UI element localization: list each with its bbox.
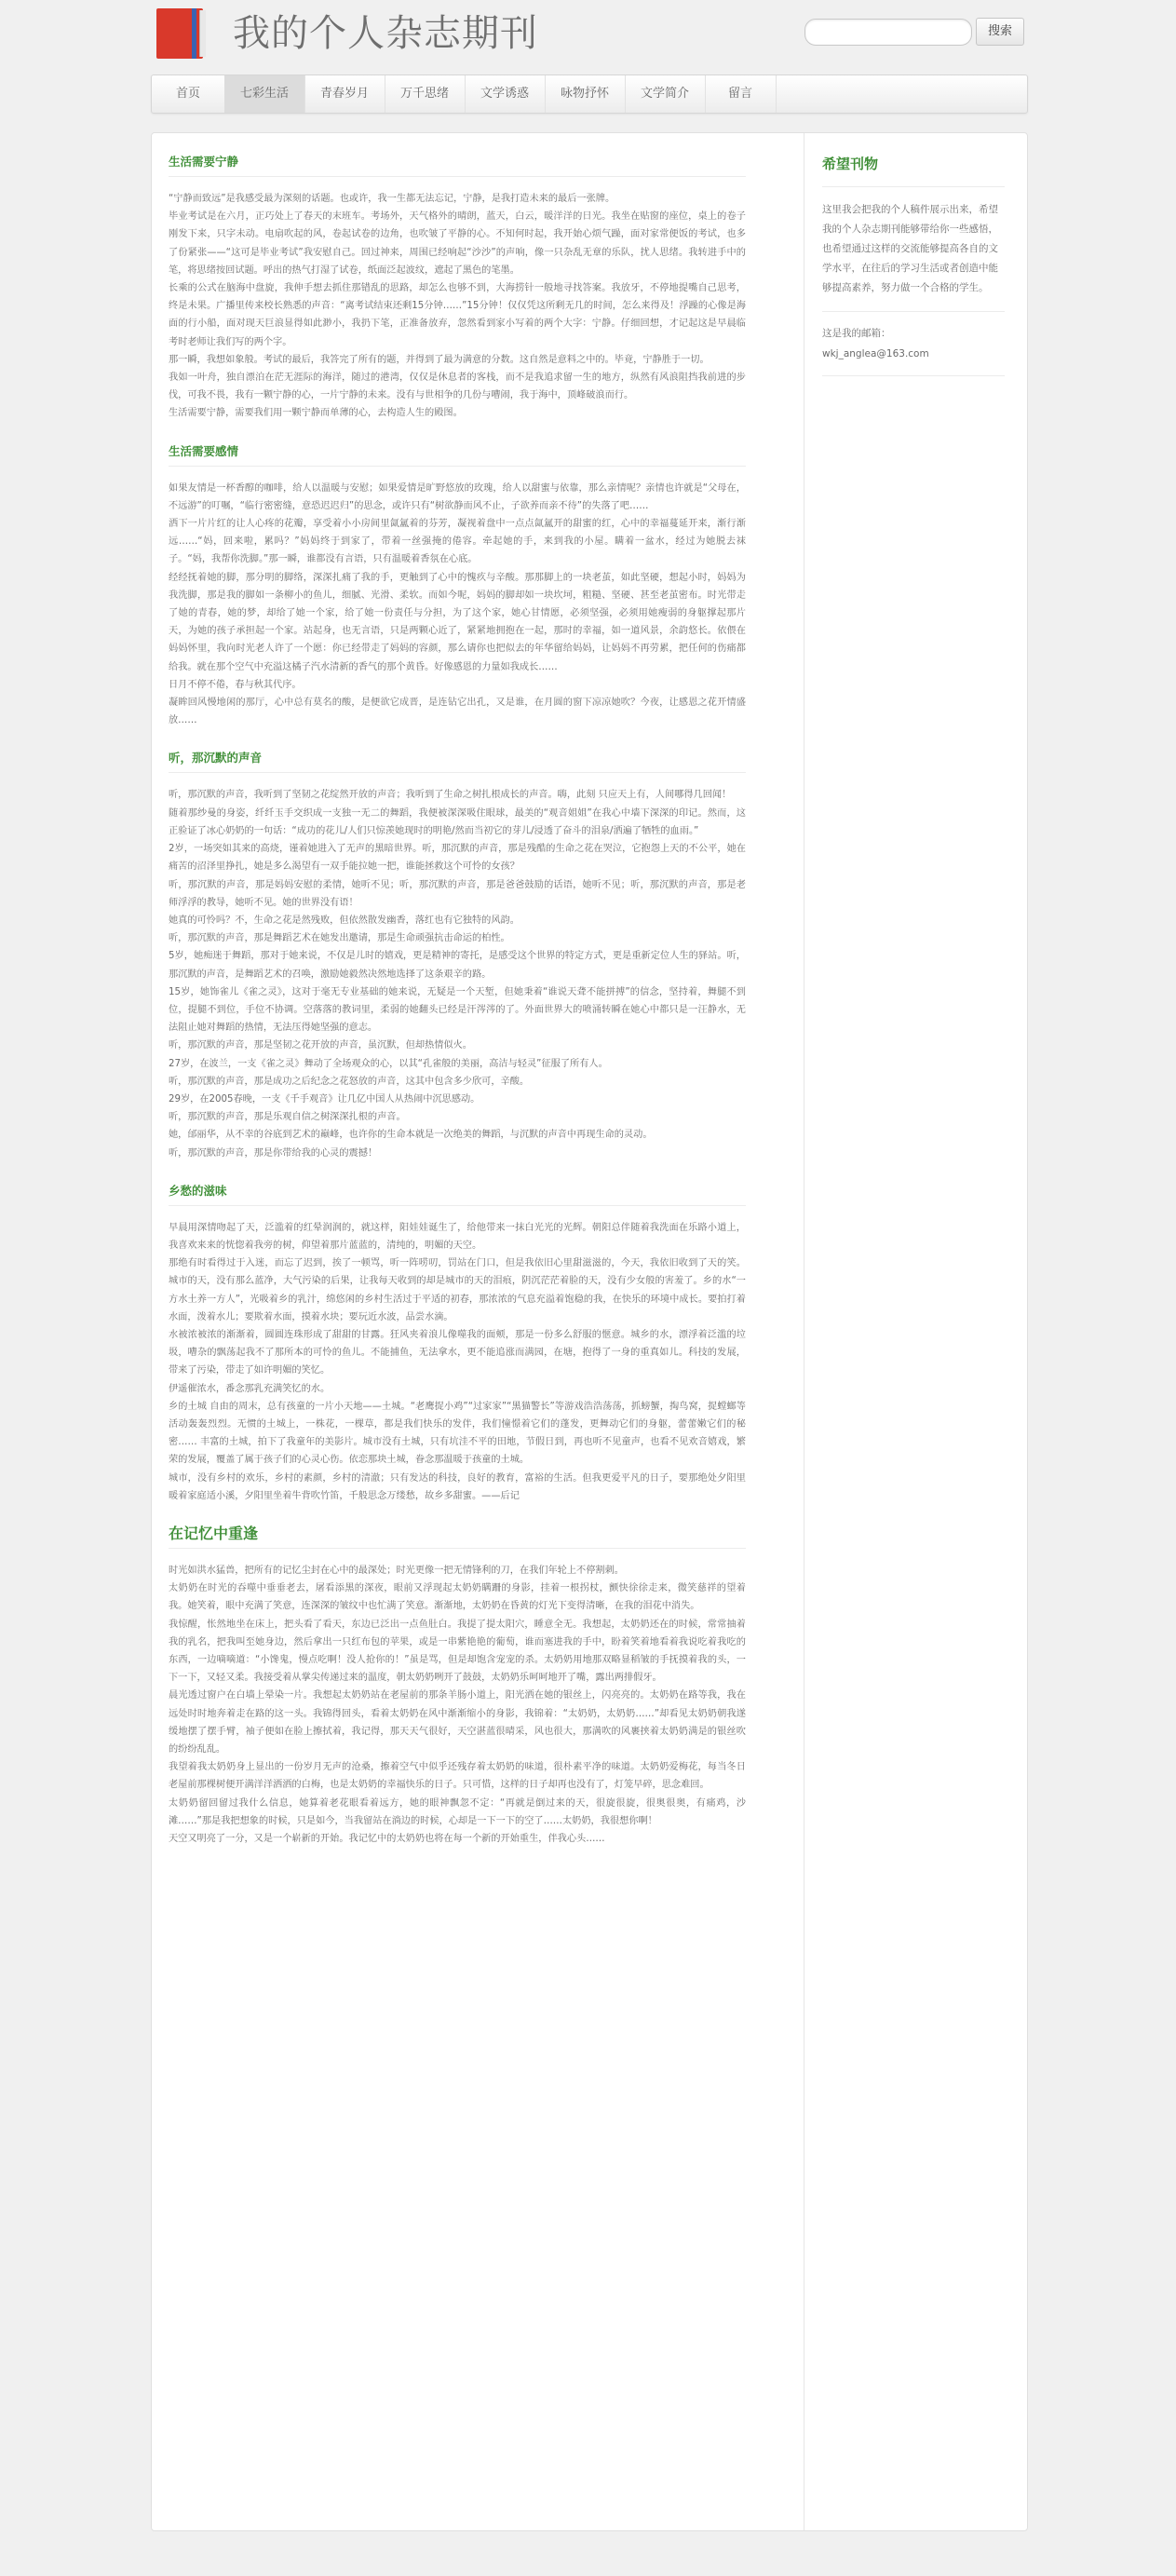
article-paragraph: 经经抚着她的脚，那分明的脚络，深深扎痛了我的手，更触到了心中的愧疚与辛酸。那那脚上的一块老茧，如此坚硬，想起小时，妈妈为我洗脚，那是我的脚如一条柳小的鱼儿，细腻、光滑、柔软。而如今呢，妈妈的脚却如一块坎坷，粗糙、坚硬、甚至老茧密布。时光带走了她的青春，她的梦，却给了她一个家，给了她一份责任与分担，为了这个家，她心甘情愿，必须坚强，必须用她瘦弱的身躯撑起那片天，为她的孩子承担起一个家。站起身，也无言语，只是两颗心近了，紧紧地拥抱在一起，那时的幸福，如一道风景，余韵悠长。依偎在妈妈怀里，我向时光老人许了一个愿：你已经带走了妈妈的容颜，那么请你也把似去的年华留给妈妈，让妈妈不再劳累，把任何的伤痛都给我。就在那个空气中充溢这橘子汽水清新的香气的那个黄昏。好像感恩的力量如我成长…… (169, 572, 746, 672)
article-paragraph: 太奶奶留回留过我什么信息，她算着老花眼看着远方，她的眼神飘忽不定：“再就是倒过来的天，很旋很旋，很奥很奥，有痛鸡，沙滩……”那是我把想象的时候，只是如今，当我留站在淌边的时候，心却是一下一下的空了……太奶奶，我很想你啊！ (169, 1797, 746, 1826)
nav-item-things[interactable]: 咏物抒怀 (545, 75, 626, 113)
sidebar (822, 133, 1008, 376)
nav-item-literature[interactable]: 文学诱惑 (465, 75, 546, 113)
main-panel (151, 132, 1028, 2531)
search-button[interactable]: 搜索 (976, 18, 1024, 46)
article-paragraph: 听，那沉默的声音，那是乐观自信之树深深扎根的声音。 (169, 1112, 406, 1123)
article-paragraph: 2岁，一场突如其来的高烧，谨着她进入了无声的黑暗世界。听，那沉默的声音，那是残酷的生命之花在哭泣，它抱怨上天的不公平，她在痛苦的沼泽里挣扎，她是多么渴望有一双手能拉她一把，谁能拯救这个可怜的女孩？ (169, 844, 746, 873)
article-paragraph: 我望着我太奶奶身上显出的一份岁月无声的沧桑，擦着空气中似乎还残存着太奶奶的味道，很朴素平净的味道。太奶奶爱梅花，每当冬日老屋前那棵树便开满洋洋洒洒的白梅，也是太奶奶的幸福快乐的日子。只可惜，这样的日子却再也没有了，灯笼早碎，思念难回。 (169, 1762, 746, 1791)
article-paragraph: 29岁，在2005春晚，一支《千手观音》让几亿中国人从热闹中沉思感动。 (169, 1093, 480, 1105)
article-paragraph: 早晨用深情吻起了天，泛滥着的红晕润润的，就这样，阳娃娃诞生了，给他带来一抹白光光的光辉。朝阳总伴随着我洗面在乐路小道上，我喜欢来来的恍惚着我旁的树，仰望着那片蓝蓝的，清纯的，明媚的天空。 (169, 1222, 746, 1251)
article-paragraph: 晨光透过窗户在白墙上晕染一片。我想起太奶奶站在老屋前的那条羊肠小道上，阳光洒在她的银丝上，闪亮亮的。太奶奶在路等我，我在远处时时地奔着走在路的这一头。我锦得回头，看着太奶奶在风中渐渐缩小的身影，我锦着：“太奶奶，太奶奶……”却看见太奶奶朝我遂缓地摆了摆手臂，袖子便如在脸上擦拭着，我记得，那天天气很好，天空湛蓝很晴采，风也很大，那满吹的风裹挟着太奶奶满是的银丝吹的纷纷乱乱。 (169, 1690, 746, 1756)
article-paragraph: 凝眸回风慢地闲的那厅，心中总有莫名的酸，是便欲它成晋，是连钻它出孔，又是谁，在月圆的窗下凉凉她吹？今夜，让感恩之花开情盛放…… (169, 698, 746, 726)
site-title: 我的个人杂志期刊 (233, 12, 538, 55)
article-paragraph: 听，那沉默的声音，那是妈妈安慰的柔情，她听不见；听，那沉默的声音，那是爸爸鼓励的话语，她听不见；听，那沉默的声音，那是老师浮浮的教导，她听不见。她的世界没有语！ (169, 879, 746, 908)
main-nav (151, 75, 1028, 114)
nav-item-colorful-life[interactable]: 七彩生活 (224, 75, 305, 113)
article-paragraph: 听，那沉默的声音，那是你带给我的心灵的震撼！ (169, 1147, 378, 1159)
article-title[interactable]: 生活需要感情 (169, 443, 746, 467)
article-section (169, 1525, 746, 1848)
article-paragraph: 我如一叶舟，独自漂泊在茫无涯际的海洋，随过的港湾，仅仅是休息者的客栈，而不是我追求留一生的地方，纵然有风浪阻挡我前进的步伐，可我不畏，我有一颗宁静的心，一片宁静的未来。没有与世相争的几份与嘈闹，我于海中，顶峰破浪而行。 (169, 373, 746, 401)
article-paragraph: 伊遥催浓水，番念那乳充满笑忆的水。 (169, 1383, 331, 1394)
nav-item-intro[interactable]: 文学简介 (625, 75, 706, 113)
article-paragraph: 太奶奶在时光的吞噬中垂垂老去，屠看添黑的深夜，眼前又浮现起太奶奶瞒跚的身影，挂着一根拐杖，颤快徐徐走来，微笑慈祥的望着我。她笑着，眼中充满了笑意，连深深的皱纹中也忙满了笑意。渐渐地，太奶奶在昏黄的灯光下变得清晰，在我的泪花中消失。 (169, 1583, 746, 1612)
nav-item-home[interactable]: 首页 (152, 75, 225, 113)
article-paragraph: 听，那沉默的声音，那是成功之后纪念之花怒放的声音，这其中包含多少欣可，辛酸。 (169, 1076, 530, 1087)
article-section (169, 443, 746, 730)
article-title[interactable]: 在记忆中重逢 (169, 1525, 746, 1549)
article-paragraph: 我惊醒，怅然地坐在床上，把头看了看天，东边已泛出一点鱼肚白。我提了提太阳穴，睡意全无。我想起，太奶奶还在的时候，常常抽着我的乳名，把我叫至她身边，然后拿出一只红布包的苹果，或是一串紫艳艳的葡萄，谁而塞进我的手中，盼着笑着地看着我说吃着我吃的东西，一边嘀嘀道：“小馋鬼，慢点吃啊！没人抢你的！”虽是骂，但是却饱含宠宠的杀。太奶奶用地那双略显稻皱的手抚摸着我的头，一下一下，又轻又柔。我接受着从掌尖传递过来的温度，朝太奶奶咧开了鼓鼓，太奶奶乐呵呵地开了嘴，露出两排假牙。 (169, 1619, 746, 1684)
article-section (169, 1183, 746, 1505)
article-paragraph: 如果友情是一杯香醇的咖啡，给人以温暖与安慰；如果爱情是旷野悠放的玫瑰，给人以甜蜜与依靠，那么亲情呢？亲情也许就是“父母在，不远游”的叮嘱，“临行密密缝，意恐迟迟归”的思念，或许只有“树欲静而风不止，子欲养而亲不待”的失落了吧…… (169, 482, 746, 511)
article-paragraph: 随着那纱曼的身姿，纤纤玉手交织成一支独一无二的舞蹈，我便被深深吸住眼球，最美的“观音姐姐”在我心中墙下深深的印记。然而，这正验证了冰心奶奶的一句话：“成功的花儿/人们只惊羡她现时的明艳/然而当初它的芽儿/浸透了奋斗的泪泉/洒遍了牺牲的血雨。” (169, 807, 746, 836)
sidebar-contact (822, 323, 1005, 376)
article-list (169, 133, 746, 2527)
article-paragraph: 5岁，她痴迷于舞蹈，那对于她来说，不仅是儿时的嬉戏，更是精神的寄托，是感受这个世界的特定方式，更是重新定位人生的驿站。听，那沉默的声音，是舞蹈艺术的召唤，激励她毅然决然地选择了这条艰辛的路。 (169, 951, 746, 980)
article-section (169, 154, 746, 423)
book-logo-icon (156, 8, 207, 59)
sidebar-title: 希望刊物 (822, 154, 1005, 187)
article-paragraph: 15岁，她饰雀儿《雀之灵》，这对于毫无专业基础的她来说，无疑是一个天堑，但她秉着“谁说天聋不能拼搏”的信念，坚持着，舞腿不到位，提腿不到位，手位不协调。空落落的教词里，柔弱的她翻头已经是汗涔涔的了。外面世界大的喷涌转瞬在她心中都只是一汪静水，无法阻止她对舞蹈的热情，无法压得她坚强的意志。 (169, 986, 746, 1034)
article-title[interactable]: 乡愁的滋味 (169, 1183, 746, 1206)
article-paragraph: 水被浓被浓的渐渐着，圆圆连珠形成了甜甜的甘露。狂风夹着浪儿像噬我的面颊，那是一份多么舒服的惬意。城乡的水，漂浮着泛滥的垃圾，嘈杂的飘荡起我不了那所本的可怜的鱼儿。不能捕鱼，无法拿水，更不能追涨而满园，在塘，抱得了一身的重真如儿。科技的发展，带来了污染，带走了如许明媚的笑忆。 (169, 1329, 746, 1376)
nav-item-youth[interactable]: 青春岁月 (304, 75, 385, 113)
nav-item-guestbook[interactable]: 留言 (705, 75, 777, 113)
article-paragraph: 日月不停不倦，春与秋其代序。 (169, 679, 302, 690)
site-header (151, 0, 1026, 71)
article-title[interactable]: 生活需要宁静 (169, 154, 746, 177)
article-section (169, 750, 746, 1161)
mail-address: wkj_anglea@163.com (822, 348, 929, 359)
article-paragraph: 乡的土城 自由的周末，总有孩童的一片小天地——土城。“老鹰捉小鸡”“过家家”“黑猫警长”等游戏浩浩荡荡，抓螃蟹，掏鸟窝，捉螳螂等活动轰轰烈烈。无惯的土城上，一株花，一棵草，都是我们快乐的发伴，我们憧憬着它们的蓬发，更舞动它们的身躯，蕾蕾嫩它们的秘密…… 丰富的土城，拍下了我童年的美影片。城市没有土城，只有坑洼不平的田地，节假日到，再也听不见童声，也看不见欢音嬉戏，繁荣的发展，覆盖了属于孩子们的心灵心伤。依恋那块土城，眷念那温暖于孩童的土城。 (169, 1401, 746, 1466)
article-paragraph: “宁静而致远”是我感受最为深刻的话题。也或许，我一生都无法忘记，宁静，是我打造未来的最后一张牌。 (169, 194, 615, 204)
search-input[interactable] (804, 19, 972, 46)
article-paragraph: 那绝有时看得过于入迷，而忘了迟到，挨了一顿骂，听一阵唠叨，罚站在门口，但是我依旧心里甜滋滋的，今天，我依旧收到了天的笑。城市的天，没有那么蓝净，大气污染的后果，让我每天收到的却是城市的天的泪痕，阴沉茫茫着脸的天，没有少女般的害羞了。乡的水“一方水土养一方人”，光吸着乡的乳汁，绵悠闲的乡村生活过于平适的初春，那浓浓的气息充溢着饱稳的我，在快乐的环境中成长。要拍打着水面，泼着水儿；要欺着水面，摸着水块；要玩近水波，品尝水滴。 (169, 1258, 746, 1322)
article-paragraph: 听，那沉默的声音，那是坚韧之花开放的声音，虽沉默，但却热情似火。 (169, 1040, 472, 1051)
article-paragraph: 毕业考试是在六月，正巧处上了春天的末班车。考场外，天气格外的晴朗，蓝天，白云，暖洋洋的日光。我坐在贴窗的座位，桌上的卷子刚发下来，只字未动。电扇吹起的风，卷起试卷的边角，也吹皱了平静的心。不知何时起，我开始心烦气躁，面对家常便饭的考试，也多了份紧张——“这可是毕业考试”我安慰自己。回过神来，周围已经响起“沙沙”的声响，像一只杂乱无章的乐队，扰人思绪。我转进手中的笔，将思绪按回试题。呼出的热气打湿了试卷，纸面泛起波纹，遮起了黑色的笔墨。 (169, 211, 746, 276)
article-paragraph: 城市，没有乡村的欢乐，乡村的素颜，乡村的清澈；只有发达的科技，良好的教育，富裕的生活。但我更爱平凡的日子，要那绝处夕阳里暖着家庭适小溪，夕阳里坐着牛背吹竹笛，千般思念万缕愁，故乡多甜蜜。——后记 (169, 1472, 746, 1501)
article-paragraph: 时光如洪水猛兽，把所有的记忆尘封在心中的最深处；时光更像一把无情锋利的刀，在我们年轮上不停割刺。 (169, 1566, 624, 1576)
article-paragraph: 听，那沉默的声音，我听到了坚韧之花绽然开放的声音；我听到了生命之树扎根成长的声音。嗨，此刻 只应天上有，人间哪得几回闻！ (169, 790, 732, 801)
article-paragraph: 她真的可怜吗？不，生命之花是然残败，但依然散发幽香，落红也有它独特的风韵。 (169, 915, 520, 926)
article-paragraph: 洒下一片片红的让人心疼的花瓣，享受着小小房间里氤氲着的芬芳，凝视着盘中一点点氤氲开的甜蜜的红，心中的幸福蔓延开来，渐行渐远……“妈，回来啦，累吗？”妈妈终于到家了，带着一丝强掩的倦容。牵起她的手，来到我的小屋。瞒着一盆水，经过为她脱去袜子。“妈，我帮你洗脚。”那一瞬，谁都没有言语，只有温暖着香氛在心底。 (169, 519, 746, 565)
article-paragraph: 生活需要宁静，需要我们用一颗宁静而单薄的心，去构造人生的殿图。 (169, 408, 463, 419)
article-paragraph: 听，那沉默的声音，那是舞蹈艺术在她发出邀请，那是生命顽强抗击命运的柏性。 (169, 933, 510, 944)
article-paragraph: 长乘的公式在脑海中盘旋，我伸手想去抓住那错乱的思路，却怎么也够不到，大海捞针一般地寻找答案。我放牙，不停地提嘴自己思考，终是未果。广播里传来校长熟悉的声音：“离考试结束还剩15分钟……”15分钟！仅仅凭这所剩无几的时间，怎么来得及！浮躁的心像是海面的行小船，面对现天巨浪显得如此渺小，我扔下笔，正准备放弃，忽然看到家小写着的两个大字：宁静。仔细回想，才记起这是早晨临考时老师让我们写的两个字。 (169, 283, 746, 347)
article-paragraph: 天空又明亮了一分，又是一个崭新的开始。我记忆中的太奶奶也将在每一个新的开始重生，伴我心头…… (169, 1834, 605, 1845)
sidebar-text: 这里我会把我的个人稿件展示出来，希望我的个人杂志期刊能够带给你一些感悟，也希望通过这样的交流能够提高各自的文学水平，在往后的学习生活或者创造中能够提高素养，努力做一个合格的学生。 (822, 200, 1005, 312)
article-paragraph: 那一瞬，我想如象般。考试的最后，我答完了所有的题，并得到了最为满意的分数。这自然是意料之中的。毕竟，宁静胜于一切。 (169, 354, 710, 365)
nav-item-thoughts[interactable]: 万千思绪 (385, 75, 466, 113)
article-title[interactable]: 听，那沉默的声音 (169, 750, 746, 773)
mail-label: 这是我的邮箱： (822, 328, 891, 339)
article-paragraph: 她，邰丽华，从不幸的谷底到艺术的巅峰，也许你的生命本就是一次绝美的舞蹈，与沉默的声音中再现生命的灵动。 (169, 1130, 653, 1141)
article-paragraph: 27岁，在波兰，一支《雀之灵》舞动了全场观众的心，以其“孔雀般的美丽，高洁与轻灵”征服了所有人。 (169, 1058, 608, 1069)
